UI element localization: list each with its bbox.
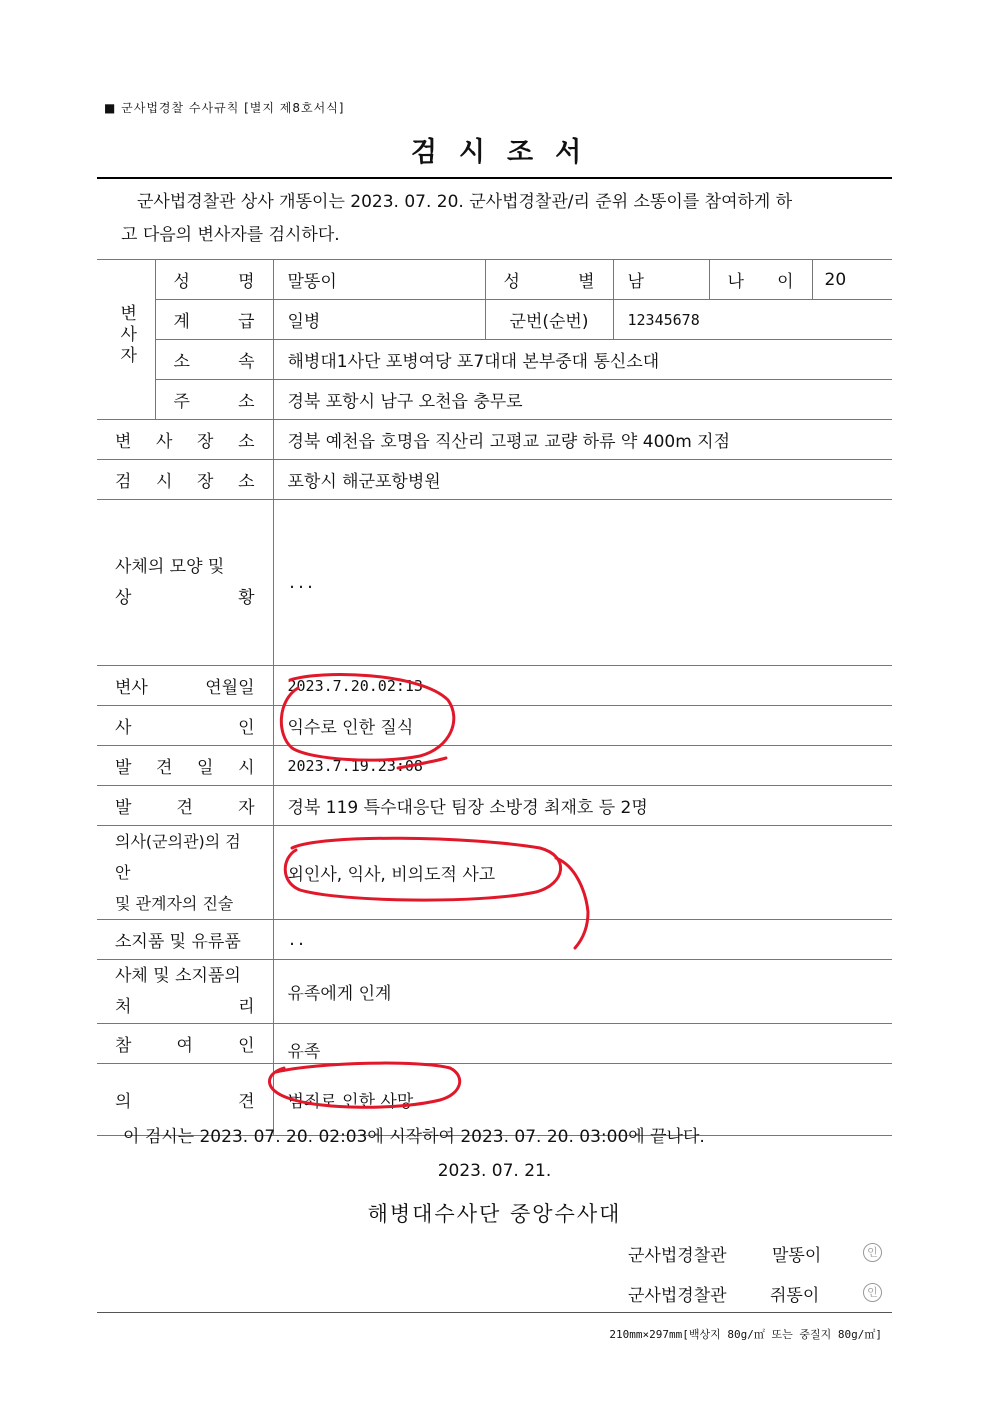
unit-value: 해병대1사단 포병여당 포7대대 본부중대 통신소대 [273,340,892,380]
officer-1-title: 군사법경찰관 [628,1246,727,1266]
seal-mark-2: 인 [863,1283,882,1302]
death-place-label: 변 사 장 소 [97,420,273,460]
disposal-value: 유족에게 인계 [273,960,892,1024]
death-date-value: 2023.7.20.02:13 [273,666,892,706]
form-reference: ■ 군사법경찰 수사규칙 [별지 제8호서식] [104,101,345,115]
cause-value: 익수로 인한 질식 [273,706,892,746]
age-label: 나 이 [709,260,812,300]
top-rule [97,177,892,179]
intro-line-2: 고 다음의 변사자를 검시하다. [121,225,340,245]
sex-value: 남 [613,260,709,300]
address-label: 주 소 [155,380,273,420]
serial-value: 12345678 [613,300,892,340]
exam-period: 이 검시는 2023. 07. 20. 02:03에 시작하여 2023. 07. 20. 03:00에 끝나다. [123,1127,705,1147]
officer-2-title: 군사법경찰관 [628,1286,727,1306]
death-date-label: 변사 연월일 [97,666,273,706]
report-date: 2023. 07. 21. [437,1161,552,1181]
deceased-side-label: 변사자 [97,260,155,420]
found-date-value: 2023.7.19.23:08 [273,746,892,786]
doctor-statement-label: 의사(군의관)의 검안 및 관계자의 진술 [97,826,273,920]
finder-label: 발 견 자 [97,786,273,826]
age-value: 20 [812,260,892,300]
body-condition-value: ... [273,500,892,666]
name-label: 성 명 [155,260,273,300]
attendee-value: 유족 [273,1024,892,1064]
belongings-label: 소지품 및 유류품 [97,920,273,960]
body-condition-label: 사체의 모양 및 상 황 [97,500,273,666]
cause-label: 사 인 [97,706,273,746]
serial-label: 군번(순번) [485,300,613,340]
opinion-label: 의 견 [97,1064,273,1136]
address-value: 경북 포항시 남구 오천읍 충무로 [273,380,892,420]
intro-paragraph [107,186,887,252]
name-value: 말똥이 [273,260,485,300]
paper-spec: 210mm×297mm[백상지 80g/㎡ 또는 중질지 80g/㎡] [609,1328,882,1341]
seal-mark-1: 인 [863,1243,882,1262]
document-title: 검시조서 [410,137,604,168]
attendee-label: 참 여 인 [97,1024,273,1064]
doctor-statement-value: 외인사, 익사, 비의도적 사고 [273,826,892,920]
finder-value: 경북 119 특수대응단 팀장 소방경 최재호 등 2명 [273,786,892,826]
unit-label: 소 속 [155,340,273,380]
sex-label: 성 별 [485,260,613,300]
exam-place-value: 포항시 해군포항병원 [273,460,892,500]
rank-value: 일병 [273,300,485,340]
found-date-label: 발 견 일 시 [97,746,273,786]
intro-line-1: 군사법경찰관 상사 개똥이는 2023. 07. 20. 군사법경찰관/리 준위 소똥이를 참여하게 하 [137,192,793,212]
rank-label: 계 급 [155,300,273,340]
exam-place-label: 검 시 장 소 [97,460,273,500]
organization: 해병대수사단 중앙수사대 [367,1202,622,1226]
death-place-value: 경북 예천읍 호명읍 직산리 고평교 교량 하류 약 400m 지점 [273,420,892,460]
belongings-value: .. [273,920,892,960]
officer-2-name: 쥐똥이 [770,1286,820,1306]
disposal-label: 사체 및 소지품의 처 리 [97,960,273,1024]
inquest-form-table [97,259,892,1136]
officer-1-name: 말똥이 [772,1246,822,1266]
opinion-value: 범죄로 인한 사망 [273,1064,892,1136]
bottom-rule [97,1312,892,1313]
